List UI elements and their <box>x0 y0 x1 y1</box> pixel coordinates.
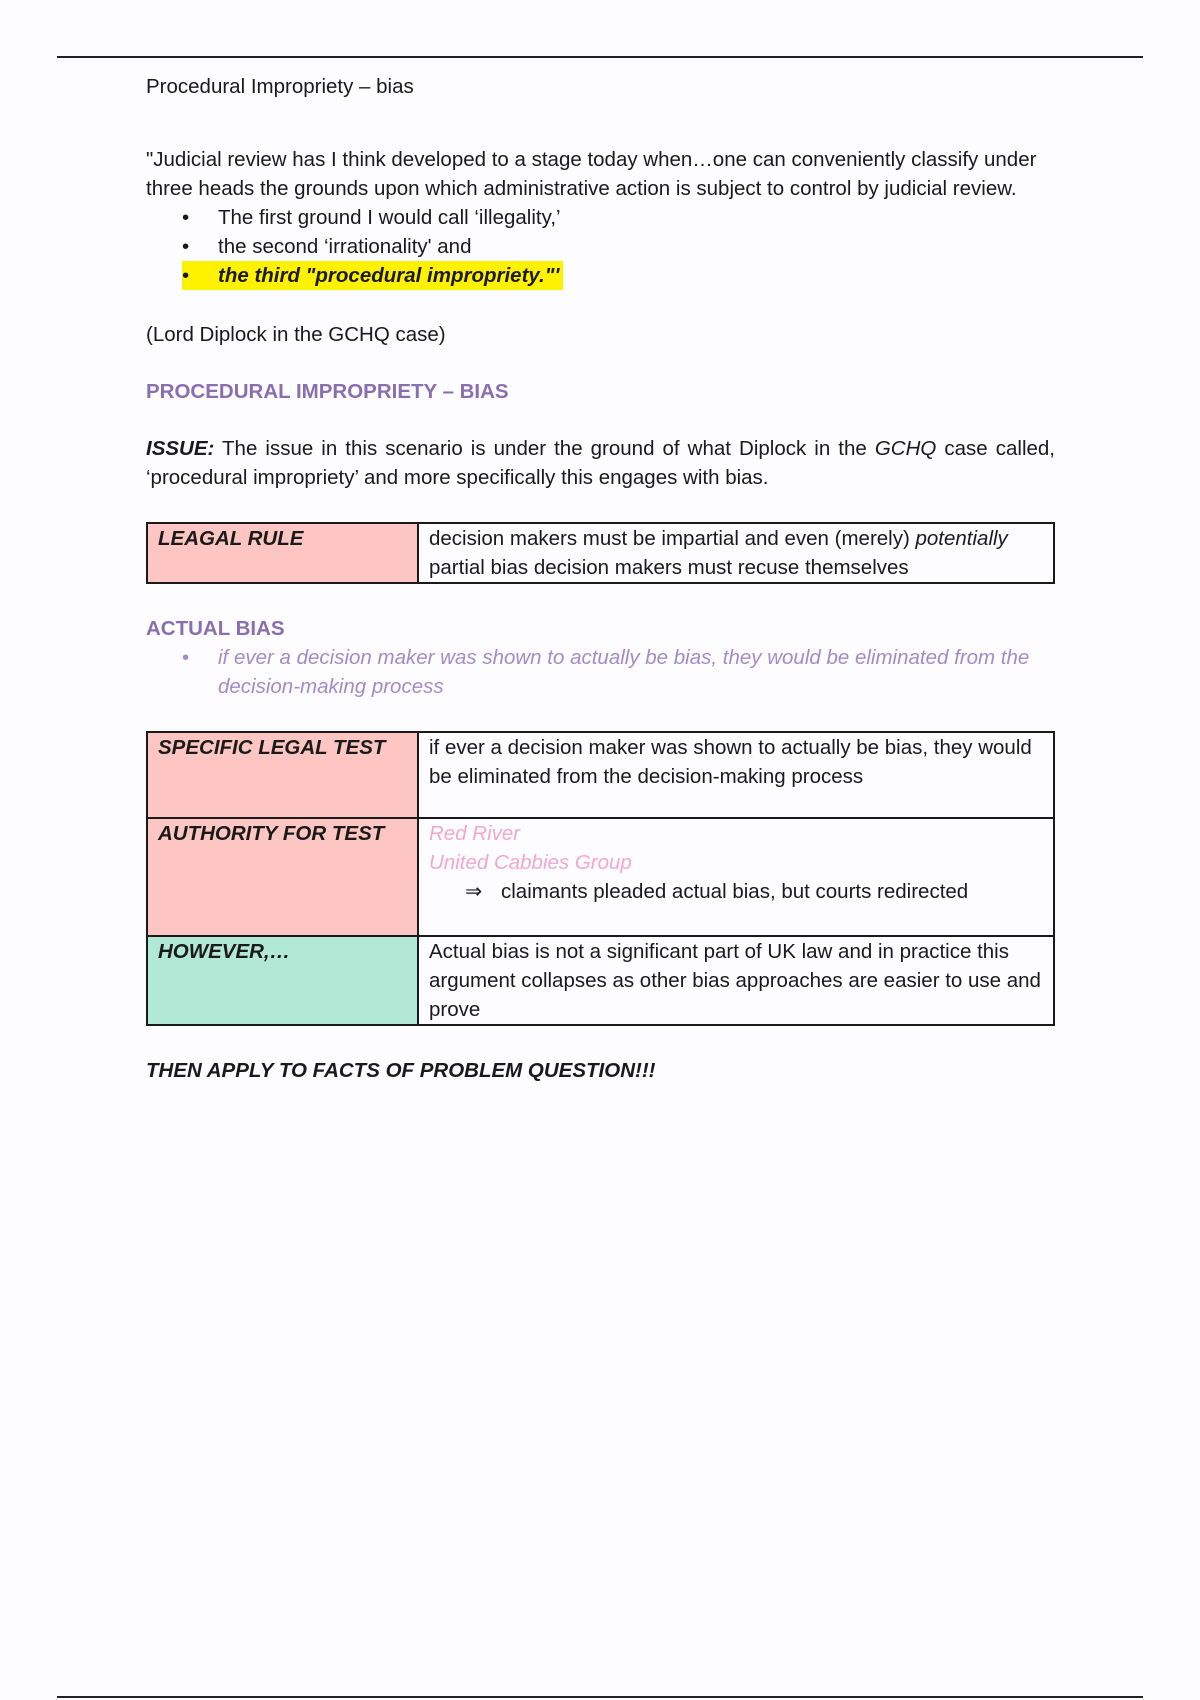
table-value-cell: if ever a decision maker was shown to actually be bias, they would be eliminated from the decision-making process <box>418 732 1054 818</box>
issue-label: ISSUE: <box>146 437 215 460</box>
case-red-river: Red River <box>429 822 521 845</box>
rule-text-1: decision makers must be impartial and even (merely) <box>429 527 916 550</box>
top-rule <box>57 56 1143 58</box>
table-key-cell: SPECIFIC LEGAL TEST <box>147 732 418 818</box>
table-value-cell: Actual bias is not a significant part of UK law and in practice this argument collapses as other bias approaches are easier to use and prove <box>418 936 1054 1025</box>
closing-instruction: THEN APPLY TO FACTS OF PROBLEM QUESTION!!! <box>146 1059 656 1082</box>
actual-bias-list <box>146 643 1055 701</box>
case-united-cabbies: United Cabbies Group <box>429 851 632 874</box>
grounds-list <box>146 203 1055 290</box>
table-key-cell: HOWEVER,… <box>147 936 418 1025</box>
issue-text-2: case called, ‘procedural impropriety’ and more specifically this engages with bias. <box>146 437 1055 489</box>
table-key-cell: LEAGAL RULE <box>147 523 418 583</box>
table-row <box>147 732 1054 818</box>
arrow-icon: ⇒ <box>465 880 483 903</box>
issue-case: GCHQ <box>874 437 937 460</box>
authority-note <box>429 877 1043 906</box>
table-row <box>147 818 1054 936</box>
list-item: • The first ground I would call ‘illegality,’ <box>182 203 1055 232</box>
legal-test-table <box>146 731 1055 1026</box>
table-value-cell <box>418 523 1054 583</box>
table-value-cell <box>418 818 1054 936</box>
table-row <box>147 523 1054 583</box>
rule-text-2: partial bias decision makers must recuse themselves <box>429 556 909 579</box>
highlighted-text: the third "procedural impropriety."' <box>182 261 563 290</box>
issue-text-1: The issue in this scenario is under the ground of what Diplock in the <box>214 437 875 460</box>
rule-text-italic: potentially <box>915 527 1008 550</box>
issue-paragraph <box>146 434 1055 492</box>
list-item: • if ever a decision maker was shown to actually be bias, they would be eliminated from the decision-making process <box>182 643 1055 701</box>
bottom-rule <box>57 1696 1143 1698</box>
page-header: Procedural Impropriety – bias <box>146 75 414 98</box>
legal-rule-table <box>146 522 1055 584</box>
citation: (Lord Diplock in the GCHQ case) <box>146 323 446 346</box>
actual-bias-heading: ACTUAL BIAS <box>146 617 285 640</box>
section-heading: PROCEDURAL IMPROPRIETY – BIAS <box>146 380 509 403</box>
document-body <box>146 72 1055 1085</box>
diplock-quote: "Judicial review has I think developed to a stage today when…one can conveniently classify under three heads the grounds upon which administrative action is subject to control by judicial review. <box>146 148 1037 200</box>
list-item: • the second ‘irrationality' and <box>182 232 1055 261</box>
table-row <box>147 936 1054 1025</box>
note-text: claimants pleaded actual bias, but courts redirected <box>501 880 969 903</box>
list-item-highlighted <box>182 261 1055 290</box>
table-key-cell: AUTHORITY FOR TEST <box>147 818 418 936</box>
